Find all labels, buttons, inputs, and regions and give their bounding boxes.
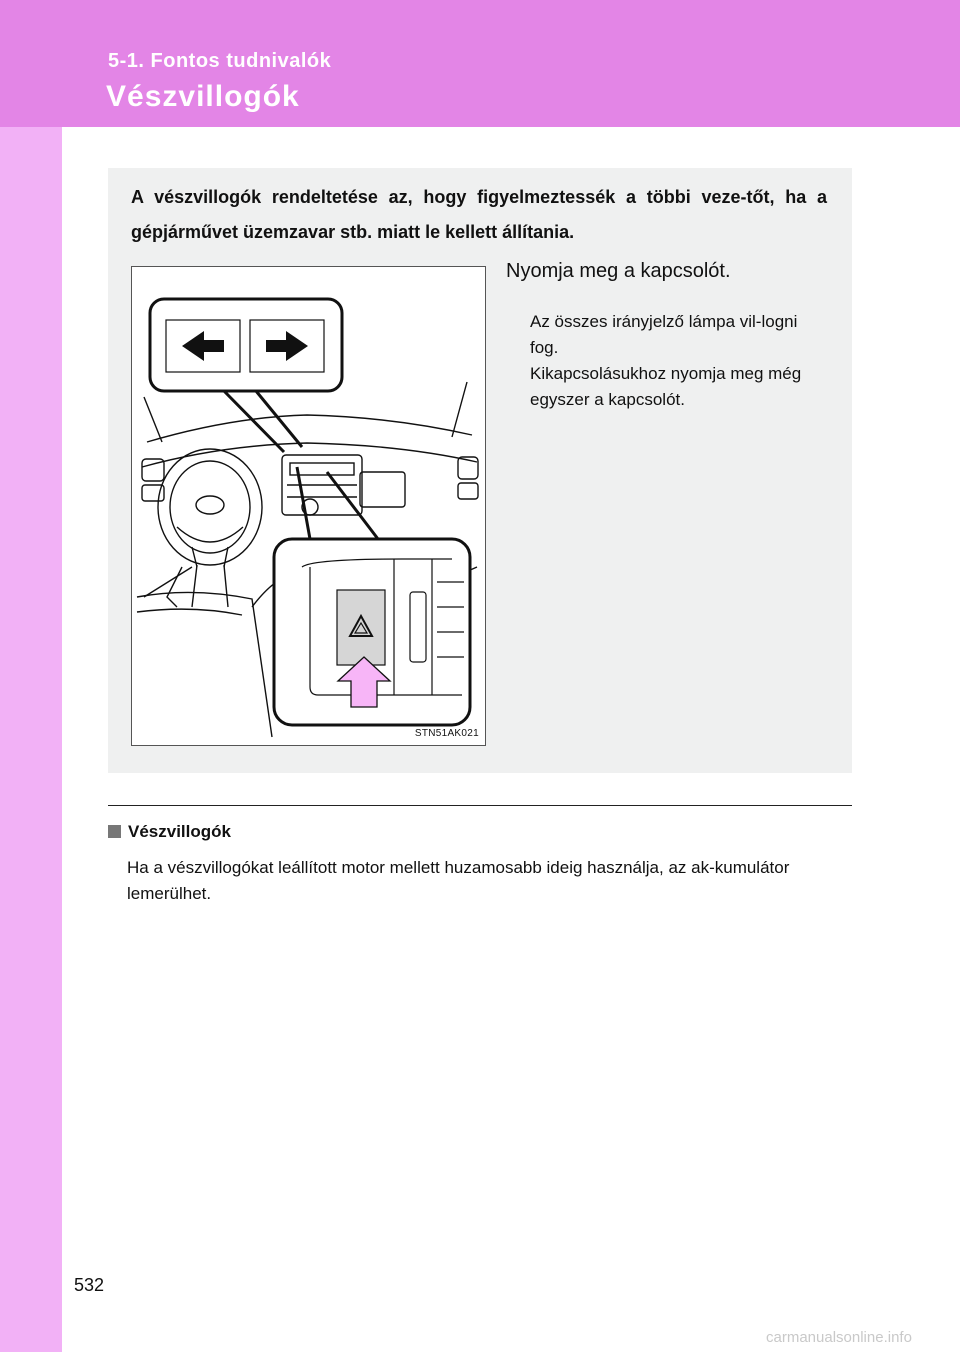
step-detail (530, 309, 828, 413)
section-label: 5-1. Fontos tudnivalók (108, 50, 332, 72)
square-bullet-icon (108, 825, 121, 838)
step-detail-line-2: Kikapcsolásukhoz nyomja meg még egyszer a kapcsolót. (530, 364, 802, 409)
step-instruction: Nyomja meg a kapcsolót. (506, 260, 731, 282)
note-body: Ha a vészvillogókat leállított motor mellett huzamosabb ideig használja, az ak-kumulátor lemerülhet. (127, 858, 790, 903)
intro-text: A vészvillogók rendeltetése az, hogy figyelmeztessék a többi veze-tőt, ha a gépjárművet üzemzavar stb. miatt le kellett állítania. (131, 187, 827, 242)
note-heading (108, 822, 231, 842)
page-number: 532 (74, 1275, 105, 1295)
section-divider (108, 805, 852, 806)
dashboard-illustration (131, 266, 486, 746)
side-strip (0, 0, 62, 1352)
note-title-text: Vészvillogók (128, 822, 231, 841)
step-detail-line-1: Az összes irányjelző lámpa vil-logni fog. (530, 312, 798, 357)
dashboard-drawing (132, 267, 485, 745)
watermark: carmanualsonline.info (766, 1329, 912, 1346)
figure-code: STN51AK021 (414, 728, 479, 739)
page-title: Vészvillogók (106, 80, 300, 113)
